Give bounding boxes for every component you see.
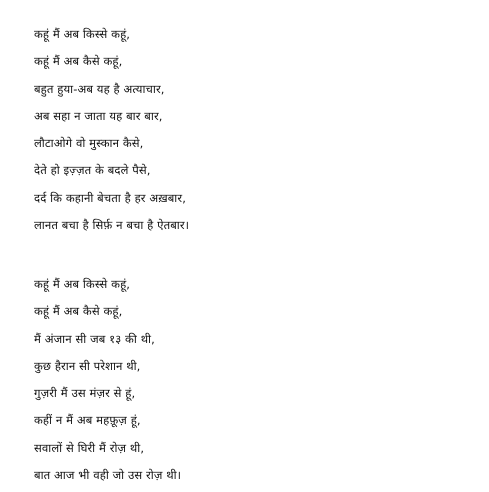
poem-line: अब सहा न जाता यह बार बार, bbox=[34, 108, 163, 123]
poem-line: लौटाओगे वो मुस्कान कैसे, bbox=[34, 136, 144, 151]
poem-line: कुछ हैरान सी परेशान थी, bbox=[34, 358, 141, 373]
poem-line: बहुत हुया-अब यह है अत्याचार, bbox=[34, 81, 165, 96]
poem-line: कहूं मैं अब कैसे कहूं, bbox=[34, 304, 123, 319]
poem-line: कहीं न मैं अब महफ़ूज़ हूं, bbox=[34, 413, 141, 428]
poem-line: बात आज भी वही जो उस रोज़ थी। bbox=[34, 468, 182, 483]
poem-line: गुज़री मैं उस मंज़र से हूं, bbox=[34, 386, 136, 401]
poem-line: मैं अंजान सी जब १३ की थी, bbox=[34, 331, 155, 346]
poem-line: लानत बचा है सिर्फ़ न बचा है ऐतबार। bbox=[34, 218, 190, 233]
stanza-2 bbox=[34, 274, 181, 492]
stanza-1 bbox=[34, 24, 189, 242]
poem-line: दर्द कि कहानी बेचता है हर अख़बार, bbox=[34, 190, 186, 205]
poem-line: सवालों से घिरी मैं रोज़ थी, bbox=[34, 440, 145, 455]
poem-line: कहूं मैं अब कैसे कहूं, bbox=[34, 54, 123, 69]
poem-line: देते हो इज़्ज़त के बदले पैसे, bbox=[34, 163, 151, 178]
poem-line: कहूं मैं अब किस्से कहूं, bbox=[34, 277, 131, 291]
poem-line: कहूं मैं अब किस्से कहूं, bbox=[34, 27, 131, 41]
